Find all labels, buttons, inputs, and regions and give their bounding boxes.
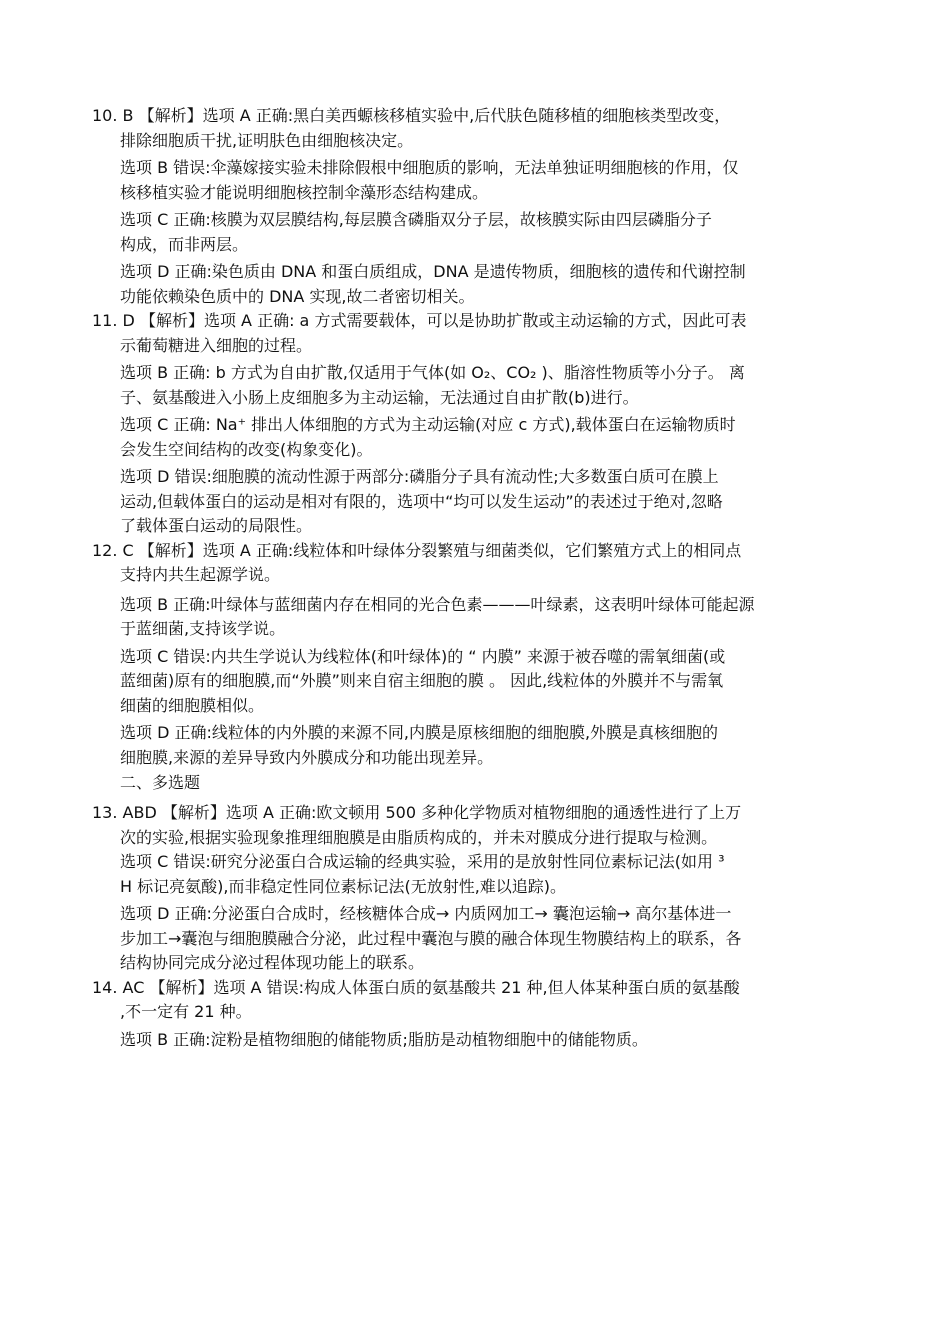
answer-line: 选项 B 正确:叶绿体与蓝细菌内存在相同的光合色素———叶绿素，这表明叶绿体可能起源	[120, 594, 755, 614]
answer-line: 支持内共生起源学说。	[120, 565, 281, 584]
answer-line: 选项 D 正确:分泌蛋白合成时，经核糖体合成→ 内质网加工→ 囊泡运输→ 高尔基体进一	[120, 904, 732, 923]
answer-line: 选项 B 正确:淀粉是植物细胞的储能物质;脂肪是动植物细胞中的储能物质。	[120, 1029, 648, 1049]
section-heading: 二、多选题	[120, 773, 201, 792]
answer-line: 选项 B 正确: b 方式为自由扩散,仅适用于气体(如 O₂、CO₂ )、脂溶性物质等小分子。 离	[120, 363, 745, 382]
answer-13	[92, 801, 862, 976]
answer-line: 示葡萄糖进入细胞的过程。	[120, 335, 313, 355]
answer-number: 12. C	[92, 540, 134, 560]
answer-line: 于蓝细菌,支持该学说。	[120, 619, 286, 638]
answer-line: 【解析】选项 A 错误:构成人体蛋白质的氨基酸共 21 种,但人体某种蛋白质的氨基酸	[149, 977, 740, 997]
answer-line: 选项 D 正确:线粒体的内外膜的来源不同,内膜是原核细胞的细胞膜,外膜是真核细胞的	[120, 723, 719, 742]
answer-line: 【解析】选项 A 正确:欧文顿用 500 多种化学物质对植物细胞的通透性进行了上万	[161, 803, 742, 822]
answer-line: 【解析】选项 A 正确: a 方式需要载体，可以是协助扩散或主动运输的方式，因此可表	[139, 311, 747, 330]
answer-line: ,不一定有 21 种。	[120, 1002, 252, 1021]
answer-number: 10. B	[92, 106, 134, 125]
answer-line: 步加工→囊泡与细胞膜融合分泌，此过程中囊泡与膜的融合体现生物膜结构上的联系，各	[120, 928, 742, 948]
answer-line: 次的实验,根据实验现象推理细胞膜是由脂质构成的，并未对膜成分进行提取与检测。	[120, 827, 718, 847]
answer-line: 核移植实验才能说明细胞核控制伞藻形态结构建成。	[120, 182, 489, 202]
answer-line: 选项 C 错误:内共生学说认为线粒体(和叶绿体)的 “ 内膜” 来源于被吞噬的需氧细菌(或	[120, 646, 726, 666]
answer-line: 细胞膜,来源的差异导致内外膜成分和功能出现差异。	[120, 747, 494, 767]
answer-line: 了载体蛋白运动的局限性。	[120, 516, 313, 535]
answer-line: 选项 D 错误:细胞膜的流动性源于两部分:磷脂分子具有流动性;大多数蛋白质可在膜上	[120, 467, 719, 486]
answer-line: 【解析】选项 A 正确:线粒体和叶绿体分裂繁殖与细菌类似，它们繁殖方式上的相同点	[138, 540, 742, 560]
answer-line: 选项 D 正确:染色质由 DNA 和蛋白质组成，DNA 是遗传物质，细胞核的遗传和代谢控制	[120, 262, 746, 281]
answer-line: 构成，而非两层。	[120, 234, 249, 254]
answer-line: 蓝细菌)原有的细胞膜,而“外膜”则来自宿主细胞的膜 。 因此,线粒体的外膜并不与需氧	[120, 671, 724, 690]
answer-line: 【解析】选项 A 正确:黑白美西螈核移植实验中,后代肤色随移植的细胞核类型改变，	[138, 106, 731, 125]
answer-line: 结构协同完成分泌过程体现功能上的联系。	[120, 953, 425, 972]
answer-line: 功能依赖染色质中的 DNA 实现,故二者密切相关。	[120, 286, 475, 306]
answer-line: 子、氨基酸进入小肠上皮细胞多为主动运输，无法通过自由扩散(b)进行。	[120, 387, 639, 407]
answer-line: 选项 B 错误:伞藻嫁接实验未排除假根中细胞质的影响，无法单独证明细胞核的作用，仅	[120, 158, 739, 177]
answer-line: H 标记亮氨酸),而非稳定性同位素标记法(无放射性,难以追踪)。	[120, 876, 567, 896]
answer-10	[92, 104, 862, 309]
answer-content	[92, 104, 862, 1052]
answer-line: 运动,但载体蛋白的运动是相对有限的，选项中“均可以发生运动”的表述过于绝对,忽略	[120, 491, 723, 511]
answer-line: 选项 C 正确: Na⁺ 排出人体细胞的方式为主动运输(对应 c 方式),载体蛋白在运输物质时	[120, 415, 736, 434]
answer-11	[92, 309, 862, 539]
answer-line: 排除细胞质干扰,证明肤色由细胞核决定。	[120, 130, 414, 150]
answer-number: 13. ABD	[92, 803, 157, 822]
answer-line: 选项 C 正确:核膜为双层膜结构,每层膜含磷脂双分子层，故核膜实际由四层磷脂分子	[120, 210, 712, 229]
answer-line: 选项 C 错误:研究分泌蛋白合成运输的经典实验，采用的是放射性同位素标记法(如用 ³	[120, 852, 725, 871]
answer-14	[92, 976, 862, 1053]
answer-number: 11. D	[92, 311, 135, 330]
answer-line: 会发生空间结构的改变(构象变化)。	[120, 439, 373, 459]
answer-number: 14. AC	[92, 977, 145, 997]
answer-line: 细菌的细胞膜相似。	[120, 695, 265, 715]
answer-12	[92, 539, 862, 771]
